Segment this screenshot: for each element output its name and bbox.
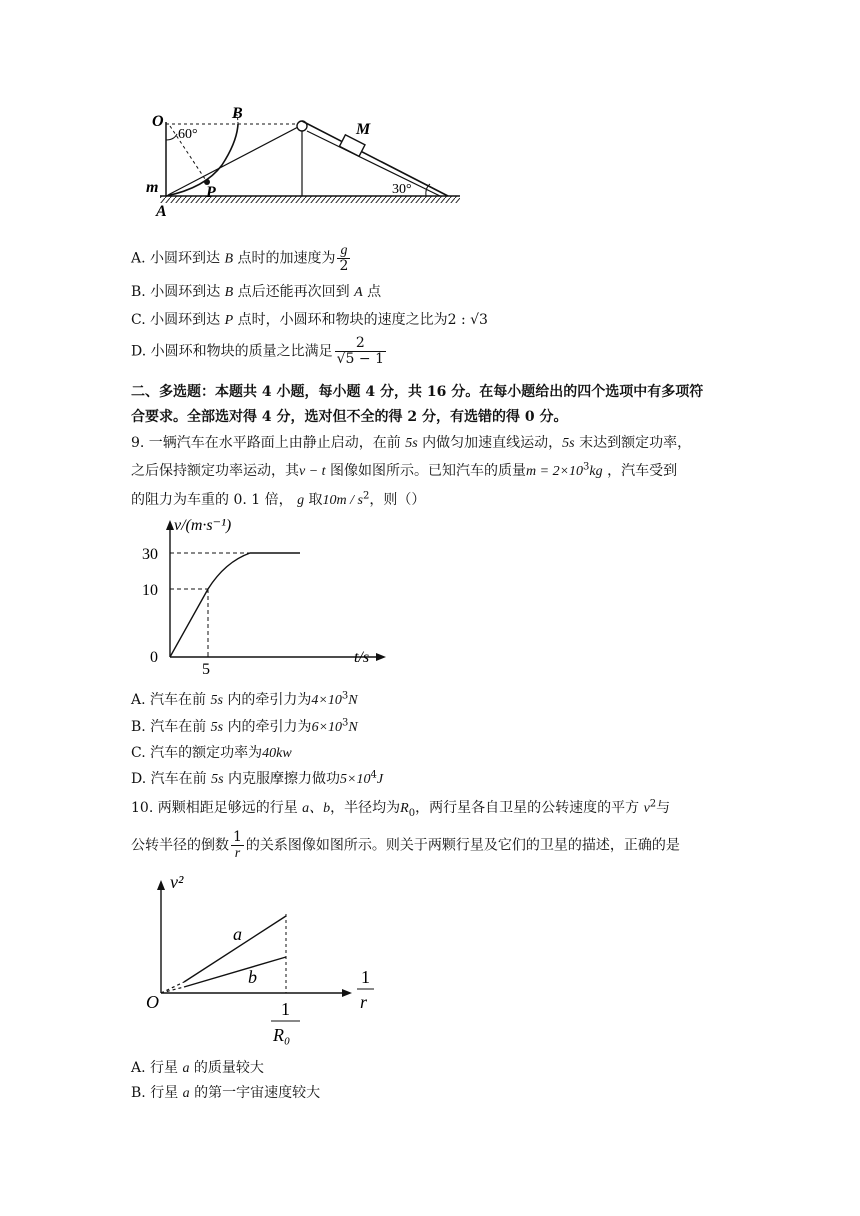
q8-option-b: B. 小圆环到达 B 点后还能再次回到 A 点	[131, 284, 382, 300]
label-m-upper: M	[356, 121, 371, 138]
x-axis-label: t/s	[354, 649, 370, 666]
line-b-label: b	[248, 967, 257, 987]
fraction-mass-ratio: $\frac{2}{√5 - 1}$	[336, 335, 385, 367]
label-30: 30°	[392, 182, 412, 197]
q8-option-d: D. 小圆环和物块的质量之比满足 $\frac{2}{√5 - 1}$	[131, 335, 385, 367]
q9-option-d: D. 汽车在前 5s 内克服摩擦力做功$5\times 10^4J$	[131, 769, 384, 787]
vt-curve	[170, 553, 300, 657]
label-m-lower: m	[146, 179, 159, 196]
q9-option-a: A. 汽车在前 5s 内的牵引力为$4\times 10^3N$	[131, 690, 358, 708]
q10-v2-graph	[140, 870, 400, 1050]
axis-den: r	[360, 992, 368, 1012]
section2-line2: 合要求。全部选对得 4 分，选对但不全的得 2 分，有选错的得 0 分。	[131, 409, 568, 425]
q9-option-c: C. 汽车的额定功率为40kw	[131, 745, 292, 761]
origin-label: O	[146, 992, 159, 1012]
x-axis-arrow	[376, 653, 386, 661]
ground-hatch	[160, 196, 460, 203]
q9-line3: 的阻力为车重的 0. 1 倍， g 取$10m / s^2$，则（）	[131, 490, 426, 508]
q10-line1: 10. 两颗相距足够远的行星 a、b，半径均为$R_0$，两行星各自卫星的公转速度的平方 $v^2$与	[131, 798, 671, 819]
tick-label-30: 30	[142, 546, 158, 563]
axis-num: 1	[361, 967, 370, 987]
label-o: O	[152, 113, 164, 130]
fraction-1-over-r: $\frac{1}{r}$	[233, 829, 242, 861]
fig1-mechanics-diagram	[0, 0, 860, 230]
section2-line1: 二、多选题：本题共 4 小题，每小题 4 分，共 16 分。在每小题给出的四个选项中有多项符	[131, 384, 704, 400]
line-a-label: a	[233, 924, 242, 944]
fraction-g-over-2: $\frac{g}{2}$	[339, 243, 349, 274]
tick-label-10: 10	[142, 582, 158, 599]
label-p: P	[206, 184, 216, 201]
incline-inner	[307, 131, 440, 196]
r0-den: R₀	[273, 1025, 291, 1045]
y-axis-arrow	[166, 520, 174, 530]
q10-option-b: B. 行星 a 的第一宇宙速度较大	[131, 1085, 321, 1101]
label-b: B	[232, 105, 243, 122]
x-axis-arrow	[342, 989, 352, 997]
angle-60-arc	[166, 134, 177, 140]
q9-vt-graph	[140, 512, 400, 682]
incline	[302, 121, 448, 196]
block-m	[339, 135, 365, 157]
q10-line2: 公转半径的倒数 $\frac{1}{r}$ 的关系图像如图所示。则关于两颗行星及它们的卫星的描述，正确的是	[131, 829, 680, 861]
q9-option-b: B. 汽车在前 5s 内的牵引力为$6\times 10^3N$	[131, 717, 358, 735]
label-60: 60°	[178, 127, 198, 142]
q10-option-a: A. 行星 a 的质量较大	[131, 1060, 264, 1076]
tick-label-5: 5	[202, 661, 210, 678]
q8-option-a: A. 小圆环到达 B 点时的加速度为 $\frac{g}{2}$	[131, 243, 349, 274]
y-axis-arrow	[157, 880, 165, 890]
tick-label-0: 0	[150, 649, 158, 666]
q9-line1: 9. 一辆汽车在水平路面上由静止启动，在前 5s 内做匀加速直线运动，5s 末达到额定功率，	[131, 435, 692, 451]
q8-option-c: C. 小圆环到达 P 点时，小圆环和物块的速度之比为2 : √3	[131, 312, 488, 328]
y-axis-label: v²	[170, 872, 184, 892]
q9-line2: 之后保持额定功率运动，其v − t 图像如图所示。已知汽车的质量$m = 2\times 10^3kg$ ，汽车受到	[131, 461, 678, 479]
r0-num: 1	[281, 999, 290, 1019]
y-axis-label: v/(m·s⁻¹)	[174, 517, 232, 534]
label-a: A	[156, 203, 167, 220]
